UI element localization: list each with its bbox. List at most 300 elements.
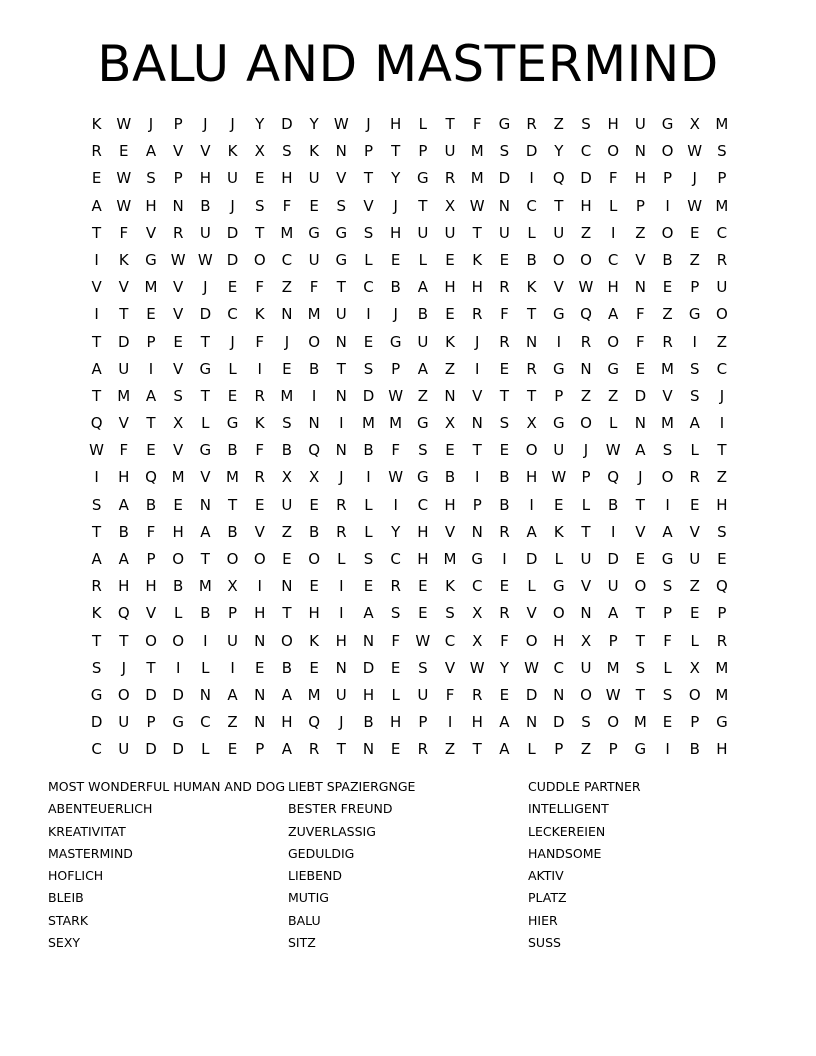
grid-letter: V: [145, 223, 157, 242]
grid-letter: G: [471, 550, 484, 568]
grid-letter: S: [363, 550, 374, 568]
grid-letter: V: [526, 604, 537, 623]
grid-letter: P: [635, 196, 645, 215]
grid-letter: S: [499, 142, 510, 161]
grid-letter: H: [471, 278, 483, 297]
grid-letter: D: [525, 142, 538, 161]
grid-letter: G: [335, 250, 348, 269]
grid-letter: V: [336, 169, 347, 188]
grid-letter: A: [227, 685, 238, 704]
grid-letter: T: [527, 386, 537, 405]
grid-letter: E: [662, 278, 673, 297]
grid-letter: R: [526, 359, 537, 378]
grid-letter: T: [336, 359, 346, 378]
grid-letter: U: [417, 223, 429, 242]
grid-letter: M: [198, 577, 212, 596]
grid-letter: V: [118, 414, 129, 433]
grid-letter: V: [580, 577, 592, 596]
grid-letter: Z: [444, 740, 456, 759]
grid-letter: L: [364, 250, 373, 269]
grid-letter: Y: [554, 142, 564, 161]
grid-letter: G: [661, 115, 674, 133]
grid-letter: E: [554, 495, 564, 514]
grid-letter: X: [689, 115, 700, 133]
word-column: [48, 776, 288, 954]
grid-letter: S: [173, 386, 183, 405]
grid-letter: H: [444, 278, 456, 297]
grid-letter: H: [607, 278, 619, 297]
grid-letter: N: [308, 414, 320, 433]
grid-letter: E: [282, 359, 292, 378]
grid-letter: D: [362, 658, 375, 677]
grid-letter: Q: [716, 577, 728, 596]
grid-letter: N: [281, 577, 293, 596]
grid-letter: T: [119, 305, 129, 324]
grid-letter: A: [417, 359, 428, 378]
grid-letter: P: [146, 550, 156, 568]
grid-letter: V: [145, 604, 157, 623]
grid-letter: K: [472, 250, 483, 269]
grid-letter: G: [607, 359, 619, 378]
grid-letter: Y: [255, 115, 265, 133]
grid-letter: G: [389, 332, 402, 351]
grid-letter: Z: [689, 577, 700, 596]
grid-letter: Z: [281, 278, 293, 297]
grid-letter: G: [716, 713, 728, 732]
grid-row: [83, 356, 736, 383]
grid-letter: A: [145, 142, 157, 161]
grid-letter: U: [227, 169, 239, 188]
grid-letter: P: [418, 142, 428, 161]
grid-letter: G: [199, 441, 212, 460]
grid-letter: W: [524, 658, 540, 677]
grid-letter: B: [308, 359, 320, 378]
grid-letter: A: [200, 522, 211, 541]
grid-letter: C: [716, 223, 728, 242]
grid-letter: S: [282, 414, 292, 433]
grid-letter: F: [119, 223, 129, 242]
grid-letter: H: [145, 577, 157, 596]
word-item: STARK: [48, 912, 89, 928]
word-item: AKTIV: [528, 868, 564, 884]
grid-letter: R: [91, 577, 102, 596]
word-item: SEXY: [48, 935, 81, 951]
grid-letter: C: [417, 495, 429, 514]
grid-letter: X: [689, 658, 700, 677]
grid-letter: O: [552, 604, 565, 623]
grid-letter: E: [717, 550, 727, 568]
grid-letter: V: [200, 468, 211, 487]
grid-letter: O: [607, 142, 620, 161]
word-item: BESTER FREUND: [288, 801, 393, 817]
grid-letter: J: [366, 115, 371, 133]
grid-letter: G: [90, 685, 103, 704]
grid-letter: N: [199, 685, 211, 704]
grid-letter: T: [92, 386, 102, 405]
grid-letter: O: [580, 414, 592, 433]
grid-letter: T: [92, 332, 102, 351]
grid-letter: H: [634, 169, 646, 188]
grid-letter: R: [580, 332, 592, 351]
grid-letter: W: [388, 468, 404, 487]
grid-letter: S: [146, 169, 156, 188]
grid-letter: I: [339, 414, 344, 433]
grid-letter: E: [445, 305, 455, 324]
grid-letter: Q: [308, 713, 320, 732]
grid-letter: L: [690, 441, 699, 460]
grid-letter: X: [281, 468, 293, 487]
grid-letter: D: [172, 740, 184, 759]
grid-letter: T: [418, 196, 428, 215]
grid-letter: K: [445, 332, 455, 351]
grid-letter: B: [499, 468, 510, 487]
grid-letter: D: [199, 305, 212, 324]
grid-letter: E: [390, 250, 401, 269]
grid-letter: H: [553, 631, 565, 650]
grid-letter: Z: [689, 250, 700, 269]
grid-letter: B: [281, 441, 293, 460]
grid-letter: U: [335, 685, 347, 704]
word-item: MUTIG: [288, 890, 329, 906]
grid-letter: E: [363, 577, 374, 596]
grid-letter: W: [170, 250, 186, 269]
grid-letter: V: [689, 522, 700, 541]
grid-letter: O: [525, 441, 538, 460]
grid-letter: H: [580, 196, 592, 215]
grid-letter: S: [91, 658, 102, 677]
grid-letter: L: [608, 414, 618, 433]
grid-letter: I: [447, 713, 453, 732]
grid-letter: C: [390, 550, 401, 568]
grid-letter: B: [662, 250, 673, 269]
grid-letter: J: [230, 196, 235, 215]
grid-letter: M: [144, 278, 158, 297]
grid-letter: O: [253, 250, 266, 269]
grid-letter: M: [361, 414, 375, 433]
grid-letter: H: [308, 604, 320, 623]
grid-letter: S: [581, 713, 591, 732]
grid-letter: G: [552, 577, 565, 596]
grid-letter: D: [90, 713, 103, 732]
grid-letter: N: [471, 414, 483, 433]
grid-letter: M: [280, 223, 294, 242]
grid-letter: R: [499, 278, 510, 297]
grid-letter: R: [91, 142, 102, 161]
grid-letter: T: [635, 685, 645, 704]
grid-letter: O: [117, 685, 130, 704]
grid-letter: I: [692, 332, 697, 351]
word-column: [288, 776, 528, 954]
grid-letter: E: [309, 577, 319, 596]
grid-letter: K: [553, 522, 564, 541]
grid-letter: H: [281, 713, 293, 732]
grid-letter: R: [417, 740, 429, 759]
grid-letter: U: [580, 550, 592, 568]
grid-letter: P: [418, 713, 428, 732]
grid-letter: P: [554, 740, 564, 759]
grid-letter: R: [526, 115, 537, 133]
grid-letter: Z: [580, 386, 592, 405]
grid-letter: O: [634, 577, 647, 596]
grid-letter: W: [197, 250, 213, 269]
grid-row: [83, 138, 736, 165]
grid-letter: M: [715, 196, 729, 215]
grid-letter: E: [309, 658, 319, 677]
grid-letter: S: [254, 196, 265, 215]
word-item: HANDSOME: [528, 845, 602, 861]
word-item: MOST WONDERFUL HUMAN AND DOG: [48, 779, 286, 794]
grid-letter: O: [661, 142, 674, 161]
grid-row: [83, 682, 736, 709]
grid-letter: W: [687, 196, 703, 215]
grid-letter: T: [146, 658, 156, 677]
grid-letter: E: [689, 495, 700, 514]
grid-letter: Z: [635, 223, 646, 242]
grid-letter: P: [391, 359, 401, 378]
grid-letter: T: [635, 495, 645, 514]
grid-letter: P: [717, 169, 727, 188]
grid-letter: P: [663, 169, 673, 188]
grid-letter: S: [581, 115, 591, 133]
grid-letter: V: [662, 386, 673, 405]
grid-letter: A: [499, 740, 510, 759]
grid-letter: R: [716, 250, 728, 269]
grid-letter: U: [118, 713, 130, 732]
grid-letter: N: [335, 142, 347, 161]
grid-letter: Y: [391, 169, 401, 188]
grid-letter: A: [91, 550, 102, 568]
grid-letter: R: [689, 468, 700, 487]
grid-letter: D: [498, 169, 511, 188]
grid-letter: U: [716, 278, 728, 297]
grid-letter: N: [580, 604, 592, 623]
grid-letter: F: [282, 196, 292, 215]
grid-letter: S: [499, 414, 510, 433]
grid-letter: X: [526, 414, 537, 433]
grid-letter: K: [91, 115, 102, 133]
grid-row: [83, 437, 736, 464]
grid-letter: R: [172, 223, 184, 242]
grid-letter: B: [363, 713, 374, 732]
grid-letter: H: [417, 522, 429, 541]
grid-letter: R: [336, 522, 347, 541]
grid-letter: T: [472, 740, 482, 759]
grid-letter: H: [390, 713, 402, 732]
grid-letter: M: [606, 658, 620, 677]
grid-letter: W: [551, 468, 567, 487]
grid-letter: O: [607, 332, 620, 351]
grid-letter: F: [608, 169, 618, 188]
grid-letter: G: [335, 223, 348, 242]
grid-letter: I: [339, 604, 344, 623]
grid-letter: O: [172, 550, 185, 568]
word-item: HIER: [528, 912, 558, 928]
grid-letter: N: [254, 631, 266, 650]
grid-letter: O: [172, 631, 185, 650]
grid-letter: F: [663, 631, 672, 650]
word-item: LECKEREIEN: [528, 823, 606, 839]
grid-letter: G: [688, 305, 701, 324]
grid-letter: O: [580, 685, 592, 704]
grid-letter: X: [444, 196, 456, 215]
grid-letter: N: [634, 414, 646, 433]
grid-letter: K: [91, 604, 102, 623]
grid-letter: E: [445, 441, 455, 460]
grid-letter: T: [499, 386, 509, 405]
grid-letter: L: [527, 223, 536, 242]
grid-letter: A: [118, 495, 129, 514]
grid-letter: V: [91, 278, 102, 297]
grid-letter: W: [333, 115, 349, 133]
word-item: SUSS: [528, 935, 561, 951]
word-item: BLEIB: [48, 890, 84, 906]
grid-letter: Z: [281, 522, 293, 541]
grid-letter: Z: [608, 386, 619, 405]
grid-letter: V: [173, 278, 184, 297]
letter-grid: [83, 111, 736, 764]
grid-letter: I: [94, 250, 99, 269]
word-item: MASTERMIND: [48, 845, 133, 861]
grid-letter: B: [118, 522, 129, 541]
grid-letter: G: [308, 223, 320, 242]
grid-letter: J: [393, 196, 398, 215]
grid-row: [83, 301, 736, 328]
grid-letter: L: [364, 522, 373, 541]
grid-row: [83, 546, 736, 573]
grid-letter: B: [608, 495, 619, 514]
grid-letter: R: [254, 386, 265, 405]
grid-letter: W: [469, 658, 485, 677]
grid-letter: G: [417, 468, 429, 487]
grid-letter: X: [472, 604, 483, 623]
grid-letter: B: [363, 441, 374, 460]
grid-letter: V: [363, 196, 374, 215]
word-item: GEDULDIG: [288, 845, 355, 861]
grid-letter: B: [390, 278, 401, 297]
grid-letter: N: [335, 658, 347, 677]
grid-letter: C: [553, 658, 565, 677]
grid-letter: O: [525, 631, 538, 650]
grid-row: [83, 193, 736, 220]
grid-letter: N: [172, 196, 184, 215]
grid-letter: X: [580, 631, 592, 650]
grid-letter: W: [116, 115, 132, 133]
grid-letter: O: [607, 713, 620, 732]
grid-letter: N: [525, 332, 538, 351]
grid-letter: W: [687, 142, 703, 161]
grid-letter: R: [336, 495, 347, 514]
grid-letter: E: [689, 223, 700, 242]
grid-letter: Z: [662, 305, 673, 324]
grid-letter: C: [91, 740, 102, 759]
grid-letter: P: [717, 604, 727, 623]
grid-letter: B: [281, 658, 293, 677]
grid-letter: Q: [308, 441, 320, 460]
grid-letter: W: [469, 196, 485, 215]
grid-letter: P: [608, 740, 618, 759]
grid-letter: C: [444, 631, 456, 650]
grid-letter: J: [148, 115, 154, 133]
grid-letter: M: [389, 414, 403, 433]
grid-letter: L: [581, 495, 591, 514]
grid-letter: B: [173, 577, 184, 596]
grid-letter: S: [336, 196, 347, 215]
page-title: BALU AND MASTERMIND: [97, 35, 719, 93]
grid-letter: U: [553, 223, 565, 242]
grid-letter: U: [118, 359, 130, 378]
grid-letter: F: [255, 332, 265, 351]
grid-letter: I: [175, 658, 181, 677]
grid-letter: X: [472, 631, 483, 650]
grid-letter: M: [715, 685, 729, 704]
grid-letter: W: [605, 441, 621, 460]
grid-letter: G: [172, 713, 184, 732]
grid-letter: X: [308, 468, 320, 487]
grid-letter: E: [119, 142, 129, 161]
grid-letter: T: [200, 386, 210, 405]
grid-letter: L: [364, 495, 373, 514]
grid-letter: Q: [117, 604, 130, 623]
grid-row: [83, 492, 736, 519]
grid-row: [83, 628, 736, 655]
grid-letter: B: [227, 441, 238, 460]
grid-letter: M: [280, 386, 294, 405]
grid-letter: A: [91, 359, 102, 378]
grid-letter: F: [391, 441, 400, 460]
grid-letter: K: [445, 577, 455, 596]
grid-letter: F: [255, 441, 265, 460]
grid-letter: L: [228, 359, 237, 378]
grid-letter: U: [308, 250, 320, 269]
grid-letter: M: [171, 468, 185, 487]
grid-letter: N: [553, 685, 565, 704]
grid-letter: A: [417, 278, 428, 297]
grid-letter: X: [254, 142, 265, 161]
grid-letter: T: [92, 522, 102, 541]
grid-letter: R: [716, 631, 728, 650]
grid-letter: U: [553, 441, 565, 460]
grid-letter: E: [499, 359, 510, 378]
grid-letter: S: [689, 386, 700, 405]
grid-letter: B: [227, 522, 238, 541]
grid-letter: R: [499, 604, 510, 623]
grid-letter: X: [444, 414, 456, 433]
grid-letter: I: [94, 305, 99, 324]
grid-letter: I: [311, 386, 317, 405]
grid-letter: I: [719, 414, 725, 433]
grid-letter: F: [500, 631, 509, 650]
word-item: SITZ: [288, 935, 316, 951]
grid-letter: V: [472, 386, 483, 405]
grid-letter: P: [146, 332, 156, 351]
grid-letter: I: [366, 468, 371, 487]
grid-letter: S: [662, 441, 673, 460]
grid-row: [83, 247, 736, 274]
grid-letter: S: [662, 577, 673, 596]
grid-letter: A: [281, 685, 293, 704]
grid-letter: D: [226, 250, 239, 269]
grid-letter: H: [254, 604, 266, 623]
grid-letter: R: [499, 522, 510, 541]
grid-letter: M: [715, 115, 729, 133]
grid-letter: U: [417, 332, 429, 351]
grid-letter: O: [226, 550, 239, 568]
grid-letter: U: [634, 115, 646, 133]
grid-row: [83, 464, 736, 491]
grid-letter: V: [173, 142, 184, 161]
grid-letter: G: [634, 740, 647, 759]
grid-row: [83, 165, 736, 192]
